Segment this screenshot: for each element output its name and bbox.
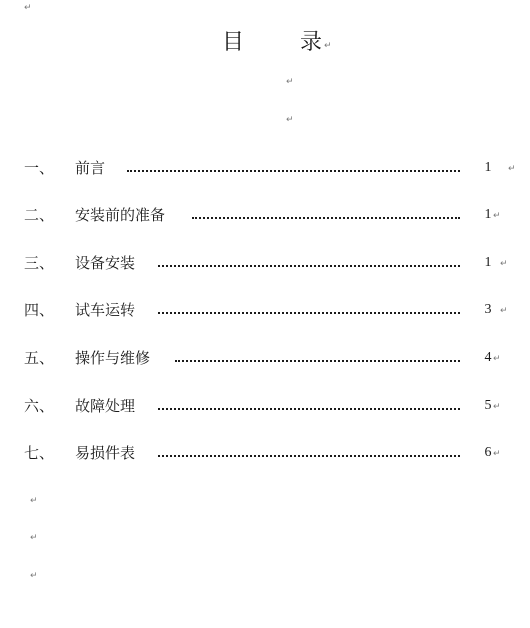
paragraph-mark: ↵ <box>30 533 38 543</box>
toc-leader-dots <box>127 170 460 172</box>
paragraph-mark: ↵ <box>493 402 501 412</box>
paragraph-mark: ↵ <box>500 259 508 269</box>
paragraph-mark: ↵ <box>30 571 38 581</box>
toc-entry-number: 五、 <box>24 349 55 367</box>
toc-entry-number: 六、 <box>24 397 55 415</box>
toc-entry-number: 一、 <box>24 159 55 177</box>
paragraph-mark: ↵ <box>24 3 32 13</box>
paragraph-mark: ↵ <box>324 41 332 51</box>
toc-entry-page: 1 <box>484 160 492 175</box>
toc-title-char-2: 录 <box>300 30 323 55</box>
toc-leader-dots <box>192 217 460 219</box>
toc-entry-page: 5 <box>484 398 492 413</box>
paragraph-mark: ↵ <box>493 449 501 459</box>
toc-entry-number: 二、 <box>24 206 55 224</box>
paragraph-mark: ↵ <box>286 77 294 87</box>
toc-entry[interactable] <box>0 252 530 274</box>
paragraph-mark: ↵ <box>493 211 501 221</box>
toc-entry-title: 易损件表 <box>75 444 136 462</box>
toc-entry-title: 试车运转 <box>75 301 136 319</box>
toc-entry-title: 设备安装 <box>75 254 136 272</box>
paragraph-mark: ↵ <box>500 306 508 316</box>
toc-leader-dots <box>158 265 460 267</box>
toc-entry-page: 3 <box>484 302 492 317</box>
toc-title <box>0 28 530 58</box>
toc-entry-number: 四、 <box>24 301 55 319</box>
toc-entry-title: 操作与维修 <box>75 349 151 367</box>
toc-leader-dots <box>175 360 460 362</box>
paragraph-mark: ↵ <box>30 496 38 506</box>
toc-leader-dots <box>158 455 460 457</box>
toc-entry-title: 故障处理 <box>75 397 136 415</box>
paragraph-mark: ↵ <box>493 354 501 364</box>
toc-entry-page: 1 <box>484 255 492 270</box>
toc-entry[interactable] <box>0 204 530 226</box>
toc-entry-page: 4 <box>484 350 492 365</box>
toc-entry[interactable] <box>0 395 530 417</box>
toc-entry-number: 三、 <box>24 254 55 272</box>
toc-entry[interactable] <box>0 299 530 321</box>
toc-leader-dots <box>158 408 460 410</box>
paragraph-mark: ↵ <box>286 115 294 125</box>
toc-title-char-1: 目 <box>222 30 245 55</box>
toc-entry-title: 安装前的准备 <box>75 206 166 224</box>
toc-entry-number: 七、 <box>24 444 55 462</box>
paragraph-mark: ↵ <box>508 164 516 174</box>
toc-entry-page: 1 <box>484 207 492 222</box>
toc-entry-title: 前言 <box>75 159 106 177</box>
toc-entry[interactable] <box>0 347 530 369</box>
toc-leader-dots <box>158 312 460 314</box>
toc-entry[interactable] <box>0 442 530 464</box>
toc-entry[interactable] <box>0 157 530 179</box>
toc-entry-page: 6 <box>484 445 492 460</box>
